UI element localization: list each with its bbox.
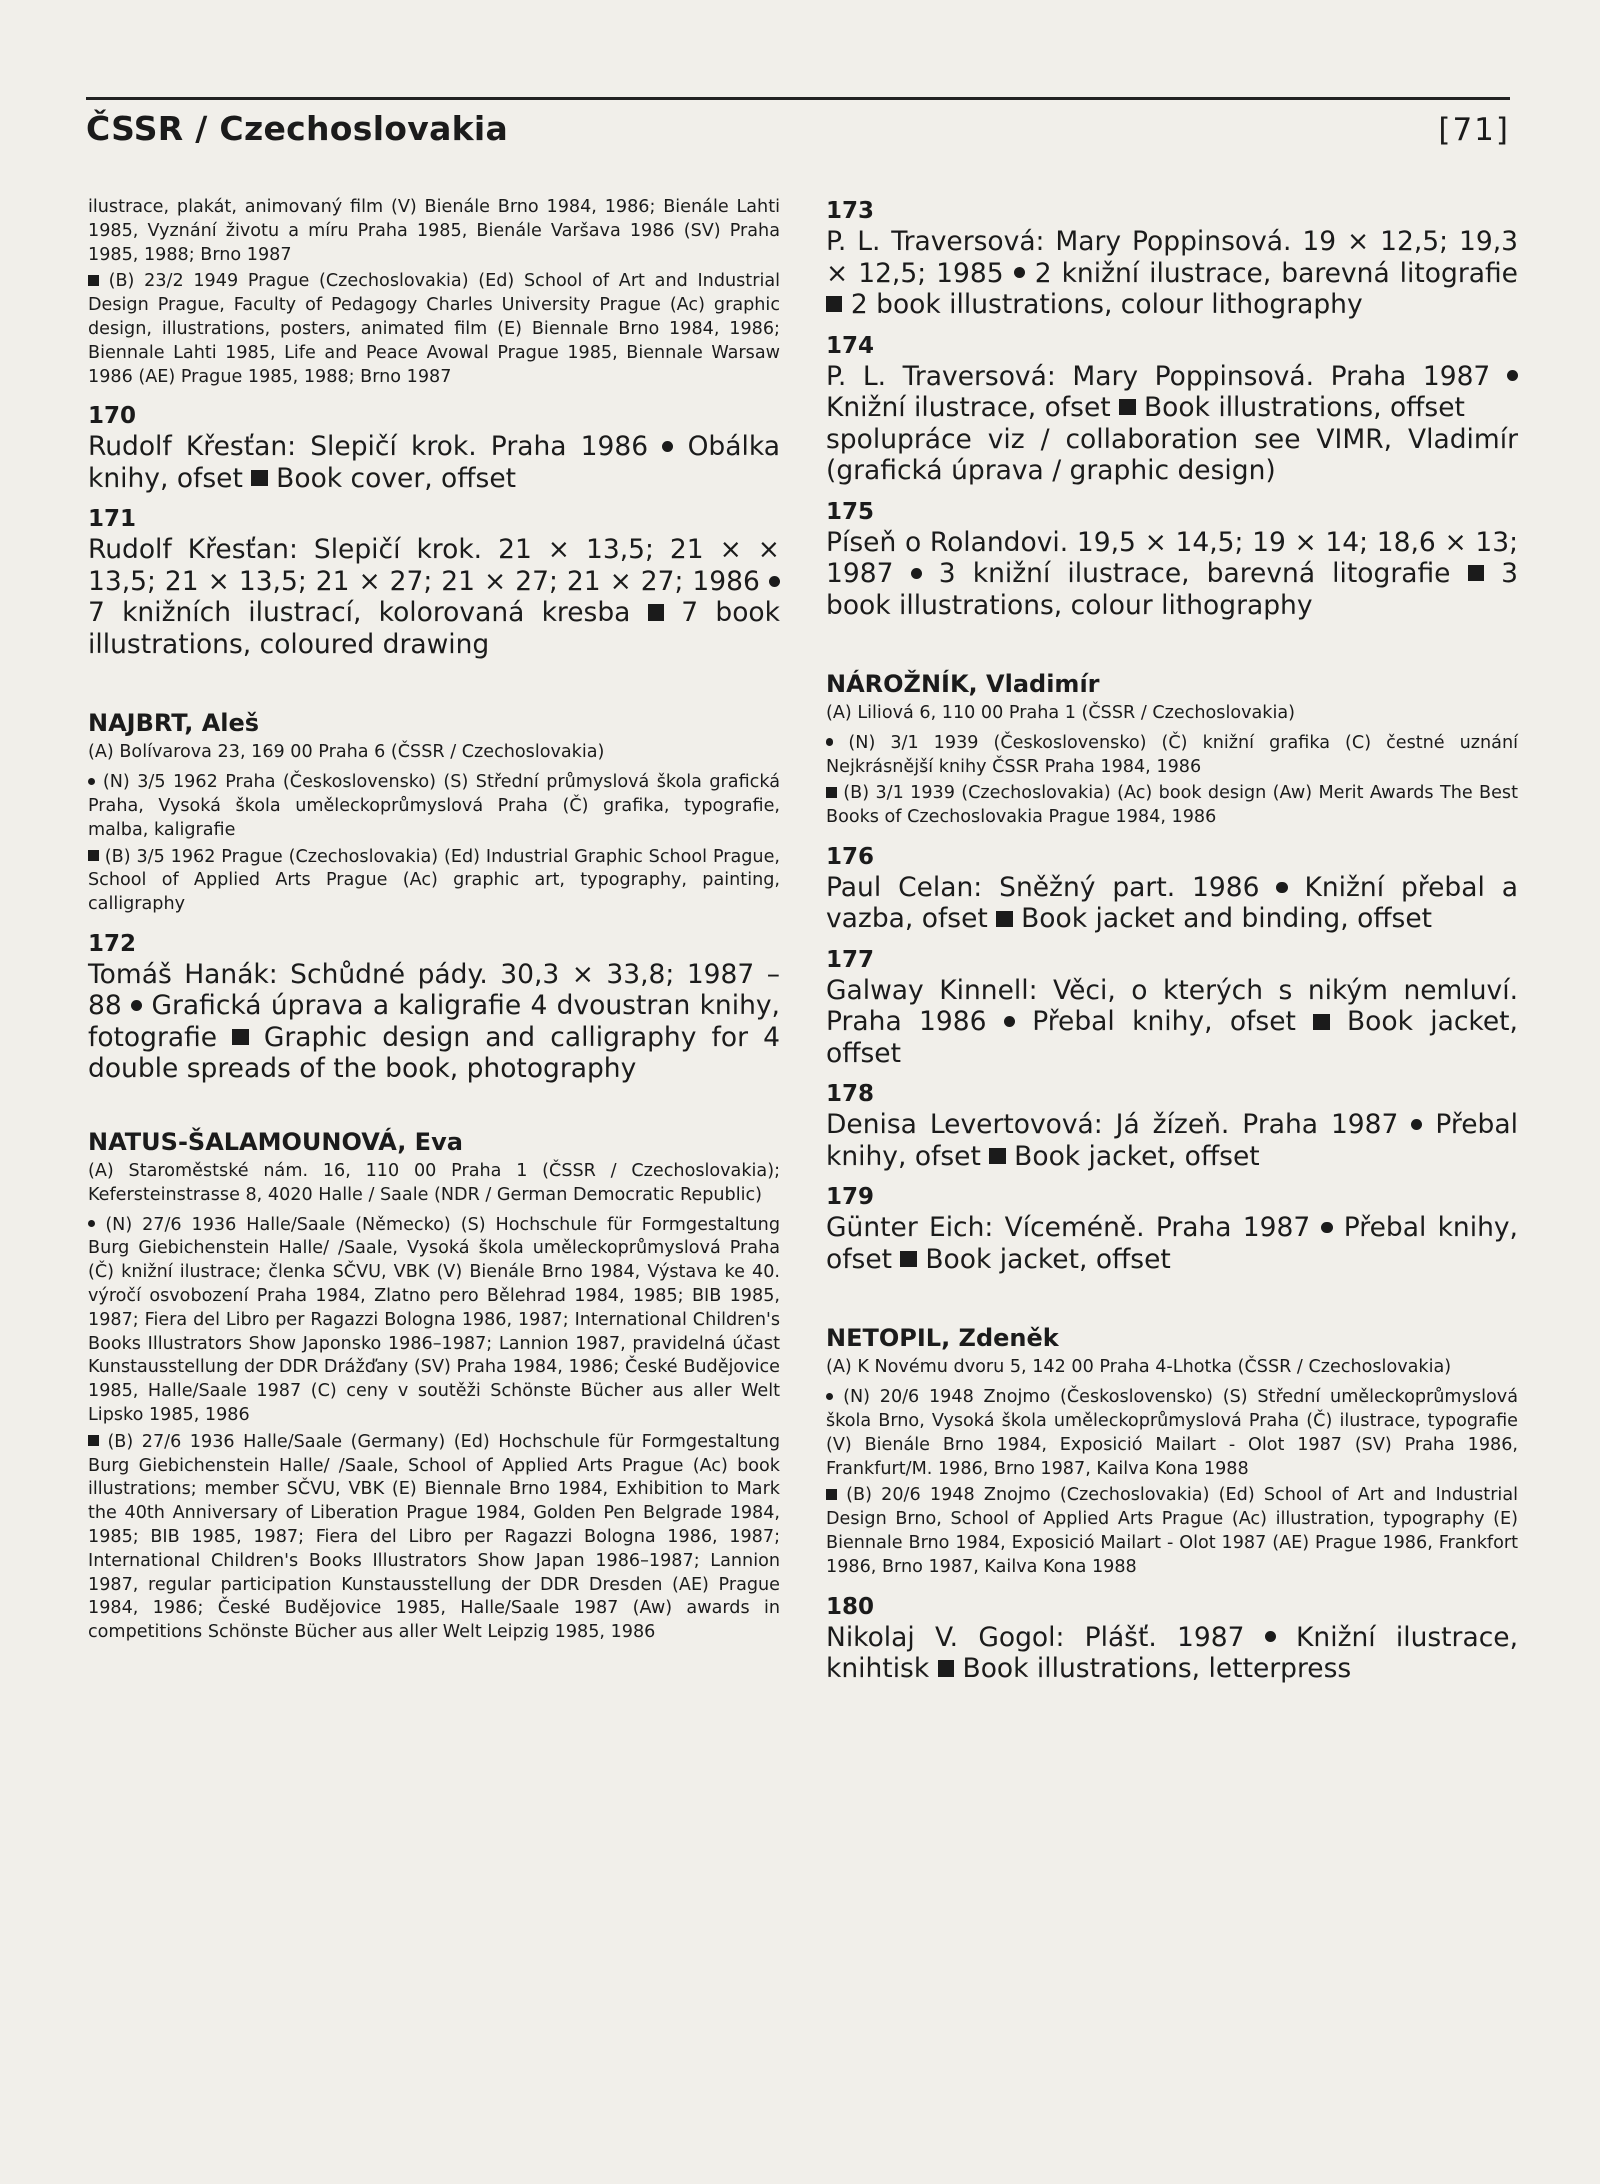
czech-marker-icon [826, 738, 833, 745]
catalogue-entry-180 [826, 1592, 1518, 1685]
catalogue-entry-175 [826, 497, 1518, 622]
entry-number: 170 [88, 403, 137, 430]
artist-bio-en: (B) 23/2 1949 Prague (Czechoslovakia) (Ed) School of Art and Industrial Design Prague, Faculty of Pedagogy Charles University Prague (Ac) graphic design, illustrations, posters, animated film (E) Biennale Brno 1984, 1986; Biennale Lahti 1985, Life and Peace Avowal Prague 1985, Biennale Warsaw 1986 (AE) Prague 1985, 1988; Brno 1987 [88, 271, 780, 387]
czech-marker-icon [911, 568, 922, 579]
artist-name: NATUS-ŠALAMOUNOVÁ, Eva [88, 1127, 463, 1156]
collaboration-note: spolupráce viz / collaboration see VIMR, Vladimír (grafická úprava / graphic design) [826, 423, 1518, 486]
english-marker-icon [989, 1148, 1005, 1164]
entry-number: 177 [826, 946, 875, 973]
catalogue-entry-177 [826, 945, 1518, 1070]
entry-text: Galway Kinnell: Věci, o kterých s nikým nemluví. Praha 1986 Přebal knihy, ofset Book jacket, offset [826, 974, 1518, 1069]
english-marker-icon [88, 1435, 99, 1446]
artist-bio-cz: (N) 3/1 1939 (Československo) (Č) knižní grafika (C) čestné uznání Nejkrásnější knihy ČSSR Praha 1984, 1986 [826, 732, 1518, 777]
english-marker-icon [88, 275, 99, 286]
running-head [86, 104, 1510, 148]
entry-text: Rudolf Křesťan: Slepičí krok. Praha 1986 Obálka knihy, ofset Book cover, offset [88, 431, 780, 494]
entry-number: 174 [826, 332, 875, 359]
czech-marker-icon [1321, 1222, 1332, 1233]
entry-text: Günter Eich: Víceméně. Praha 1987 Přebal knihy, ofset Book jacket, offset [826, 1212, 1518, 1275]
catalogue-entry-173 [826, 196, 1518, 321]
entry-text: Nikolaj V. Gogol: Plášť. 1987 Knižní ilustrace, knihtisk Book illustrations, letterpress [826, 1621, 1518, 1685]
czech-marker-icon [88, 1220, 95, 1227]
english-marker-icon [900, 1251, 916, 1267]
czech-marker-icon [1265, 1631, 1276, 1642]
czech-marker-icon [826, 1393, 833, 1400]
entry-number: 172 [88, 930, 137, 957]
entry-text: Denisa Levertovová: Já žízeň. Praha 1987 Přebal knihy, ofset Book jacket, offset [826, 1109, 1518, 1172]
entry-text: P. L. Traversová: Mary Poppinsová. 19 × 12,5; 19,3 × 12,5; 1985 2 knižní ilustrace, barevná litografie 2 book illustrations, colour lithography [826, 226, 1518, 320]
artist-address: (A) Liliová 6, 110 00 Praha 1 (ČSSR / Czechoslovakia) [826, 703, 1296, 723]
entry-number: 180 [826, 1593, 875, 1620]
english-marker-icon [826, 296, 842, 312]
artist-najbrt [88, 708, 780, 917]
artist-bio-en: (B) 27/6 1936 Halle/Saale (Germany) (Ed) Hochschule für Formgestaltung Burg Giebichenstein Halle/ /Saale, School of Applied Arts Prague (Ac) book illustrations; member SČVU, VBK (E) Biennale Brno 1984, Exhibition to Mark the 40th Anniversary of Liberation Prague 1984, Golden Pen Belgrade 1984, 1985; BIB 1985, 1987; Fiera del Libro per Ragazzi Bologna 1986, 1987; International Children's Books Illustrators Show Japan 1986–1987; Lannion 1987, regular participation Kunstausstellung der DDR Dresden (AE) Prague 1984, 1986; České Budějovice 1985, Halle/Saale 1987 (Aw) awards in competitions Schönste Bücher aus aller Welt Leipzig 1985, 1986 [88, 1431, 780, 1643]
czech-marker-icon [88, 778, 95, 785]
page-title: ČSSR / Czechoslovakia [86, 109, 509, 148]
czech-marker-icon [1507, 370, 1518, 381]
czech-marker-icon [1014, 267, 1025, 278]
right-column [826, 196, 1518, 1695]
artist-naroznik [826, 669, 1518, 830]
czech-marker-icon [1276, 882, 1287, 893]
czech-marker-icon [1411, 1119, 1422, 1130]
artist-bio-cz: (N) 3/5 1962 Praha (Československo) (S) Střední průmyslová škola grafická Praha, Vysoká škola uměleckoprůmyslová Praha (Č) grafika, typografie, malba, kaligrafie [88, 772, 780, 840]
english-marker-icon [251, 470, 267, 486]
artist-address: (A) Staroměstské nám. 16, 110 00 Praha 1 (ČSSR / Czechoslovakia); Kefersteinstrasse 8, 4020 Halle / Saale (NDR / German Democratic Republic) [88, 1160, 780, 1205]
entry-number: 178 [826, 1081, 875, 1108]
artist-address: (A) K Novému dvoru 5, 142 00 Praha 4-Lhotka (ČSSR / Czechoslovakia) [826, 1357, 1452, 1378]
catalogue-entry-174 [826, 331, 1518, 487]
left-column [88, 196, 780, 1645]
entry-number: 179 [826, 1184, 875, 1211]
entry-number: 171 [88, 506, 137, 533]
czech-marker-icon [131, 1000, 142, 1011]
header-rule [86, 97, 1510, 100]
artist-bio-en: (B) 3/5 1962 Prague (Czechoslovakia) (Ed) Industrial Graphic School Prague, School of Applied Arts Prague (Ac) graphic art, typography, painting, calligraphy [88, 846, 780, 915]
english-marker-icon [996, 911, 1012, 927]
artist-name: NETOPIL, Zdeněk [826, 1324, 1059, 1353]
entry-text: Paul Celan: Sněžný part. 1986 Knižní přebal a vazba, ofset Book jacket and binding, offset [826, 871, 1518, 935]
english-marker-icon [1313, 1014, 1329, 1030]
entry-number: 173 [826, 198, 875, 224]
entry-text: P. L. Traversová: Mary Poppinsová. Praha 1987 Knižní ilustrace, ofset Book illustrations, offset [826, 361, 1518, 424]
english-marker-icon [88, 850, 99, 861]
artist-bio-cz: ilustrace, plakát, animovaný film (V) Bienále Brno 1984, 1986; Bienále Lahti 1985, Vyznání životu a míru Praha 1985, Bienále Varšava 1986 (SV) Praha 1985, 1988; Brno 1987 [88, 197, 780, 265]
czech-marker-icon [769, 576, 780, 587]
english-marker-icon [232, 1029, 248, 1045]
artist-bio-en: (B) 20/6 1948 Znojmo (Czechoslovakia) (Ed) School of Art and Industrial Design Brno, School of Applied Arts Prague (Ac) illustration, typography (E) Biennale Brno 1984, Exposició Mailart - Olot 1987 (AE) Prague 1986, Frankfort 1986, Brno 1987, Kailva Kona 1988 [826, 1485, 1518, 1577]
artist-natus-salamounova [88, 1127, 780, 1645]
artist-name: NAJBRT, Aleš [88, 709, 260, 738]
artist-netopil [826, 1323, 1518, 1579]
entry-text: Píseň o Rolandovi. 19,5 × 14,5; 19 × 14; 18,6 × 13; 1987 3 knižní ilustrace, barevná litografie 3 book illustrations, colour lithography [826, 526, 1518, 621]
entry-text: Tomáš Hanák: Schůdné pády. 30,3 × 33,8; 1987 –88 Grafická úprava a kaligrafie 4 dvoustran knihy, fotografie Graphic design and calligraphy for 4 double spreads of the book, photography [88, 958, 780, 1085]
english-marker-icon [826, 1489, 837, 1500]
entry-number: 176 [826, 843, 875, 870]
english-marker-icon [1468, 565, 1484, 581]
catalogue-entry-178 [826, 1079, 1518, 1172]
catalogue-entry-172 [88, 929, 780, 1085]
czech-marker-icon [662, 441, 673, 452]
page-number: [71] [1438, 112, 1510, 148]
czech-marker-icon [1004, 1016, 1015, 1027]
english-marker-icon [1119, 399, 1135, 415]
artist-bio-cz: (N) 20/6 1948 Znojmo (Československo) (S) Střední uměleckoprůmyslová škola Brno, Vysoká škola uměleckoprůmyslová Praha (Č) ilustrace, typografie (V) Bienále Brno 1984, Exposició Mailart - Olot 1987 (SV) Praha 1986, Frankfurt/M. 1986, Brno 1987, Kailva Kona 1988 [826, 1387, 1518, 1479]
catalogue-entry-176 [826, 842, 1518, 935]
artist-bio-cz: (N) 27/6 1936 Halle/Saale (Německo) (S) Hochschule für Formgestaltung Burg Giebichenstein Halle/ /Saale, Vysoká škola uměleckoprůmyslová Praha (Č) knižní ilustrace; členka SČVU, VBK (V) Bienále Brno 1984, Výstava ke 40. výročí osvobození Praha 1984, Zlatno pero Bělehrad 1984, 1985; BIB 1985, 1987; Fiera del Libro per Ragazzi Bologna 1986, 1987; International Children's Books Illustrators Show Japonsko 1986–1987; Lannion 1987, pravidelná účast Kunstausstellung der DDR Drážďany (SV) Praha 1984, 1986; České Budějovice 1985, Halle/Saale 1987 (C) ceny v soutěži Schönste Bücher aus aller Welt Lipsko 1985, 1986 [88, 1214, 780, 1425]
english-marker-icon [648, 604, 664, 620]
english-marker-icon [826, 787, 837, 798]
artist-bio-en: (B) 3/1 1939 (Czechoslovakia) (Ac) book design (Aw) Merit Awards The Best Books of Czechoslovakia Prague 1984, 1986 [826, 783, 1518, 828]
entry-number: 175 [826, 498, 875, 525]
catalogue-entry-170 [88, 401, 780, 494]
entry-text: Rudolf Křesťan: Slepičí krok. 21 × 13,5; 21 × × 13,5; 21 × 13,5; 21 × 27; 21 × 27; 21 × 27; 1986 7 knižních ilustrací, kolorovaná kresba 7 book illustrations, coloured drawing [88, 534, 780, 660]
artist-address: (A) Bolívarova 23, 169 00 Praha 6 (ČSSR / Czechoslovakia) [88, 742, 605, 763]
artist-name: NÁROŽNÍK, Vladimír [826, 670, 1100, 698]
catalogue-entry-179 [826, 1182, 1518, 1275]
english-marker-icon [938, 1660, 954, 1676]
catalogue-entry-171 [88, 504, 780, 660]
